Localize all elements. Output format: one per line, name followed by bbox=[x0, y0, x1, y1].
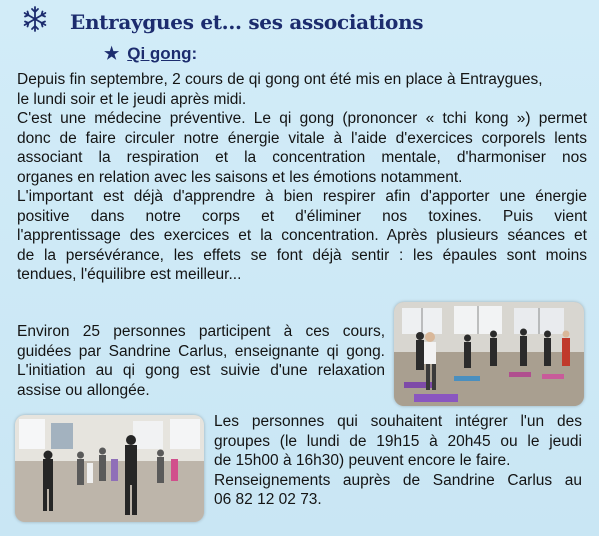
text-line: groupes (le lundi de 19h15 à 20h45 ou le jeudi bbox=[214, 432, 582, 450]
photo-qigong-class-gym bbox=[394, 302, 584, 406]
text-line: l'apprentissage des exercices et la concentration. Après plusieurs séances et bbox=[17, 227, 587, 244]
text-line: Les personnes qui souhaitent intégrer l'un des bbox=[214, 413, 582, 430]
text-line: de 15h00 à 16h30) peuvent encore le faire. bbox=[214, 452, 511, 469]
text-line: associant la respiration et la concentration mentale, d'harmoniser nos bbox=[17, 149, 587, 166]
participants-paragraph bbox=[17, 322, 385, 400]
section-colon: : bbox=[191, 44, 198, 63]
text-line: le lundi soir et le jeudi après midi. bbox=[17, 90, 247, 108]
text-line: donc de faire circuler notre énergie vitale à l'aide d'exercices corporels lents bbox=[17, 129, 587, 147]
text-line: assise ou allongée. bbox=[17, 381, 150, 399]
text-line: organes en relation avec les saisons et les émotions notamment. bbox=[17, 168, 463, 186]
photo-qigong-group-hall bbox=[15, 415, 204, 522]
section-label: Qi gong bbox=[127, 44, 192, 63]
text-line: L'important est déjà d'apprendre à bien respirer afin d'apporter une énergie bbox=[17, 188, 587, 205]
text-line: guidées par Sandrine Carlus, enseignante qi gong. bbox=[17, 342, 385, 360]
star-bullet-icon: ★ bbox=[104, 44, 120, 63]
text-line: positive dans notre corps et d'éliminer nos toxines. Puis vient bbox=[17, 207, 587, 225]
text-line: Depuis fin septembre, 2 cours de qi gong ont été mis en place à Entraygues, bbox=[17, 71, 543, 88]
text-line: 06 82 12 02 73. bbox=[214, 491, 322, 508]
text-line: Renseignements auprès de Sandrine Carlus au bbox=[214, 471, 582, 489]
text-line: L'initiation au qi gong est suivie d'une relaxation bbox=[17, 362, 385, 379]
contact-paragraph bbox=[214, 412, 582, 510]
page-title: Entraygues et... ses associations bbox=[70, 10, 424, 34]
text-line: tendues, l'équilibre est meilleur... bbox=[17, 266, 242, 283]
text-line: Environ 25 personnes participent à ces cours, bbox=[17, 323, 385, 340]
text-line: de la persévérance, les effets se font déjà sentir : les épaules sont moins bbox=[17, 246, 587, 264]
main-paragraph bbox=[17, 70, 587, 285]
snowflake-icon bbox=[20, 4, 50, 34]
text-line: C'est une médecine préventive. Le qi gong (prononcer « tchi kong ») permet bbox=[17, 110, 587, 127]
section-heading bbox=[104, 44, 197, 64]
